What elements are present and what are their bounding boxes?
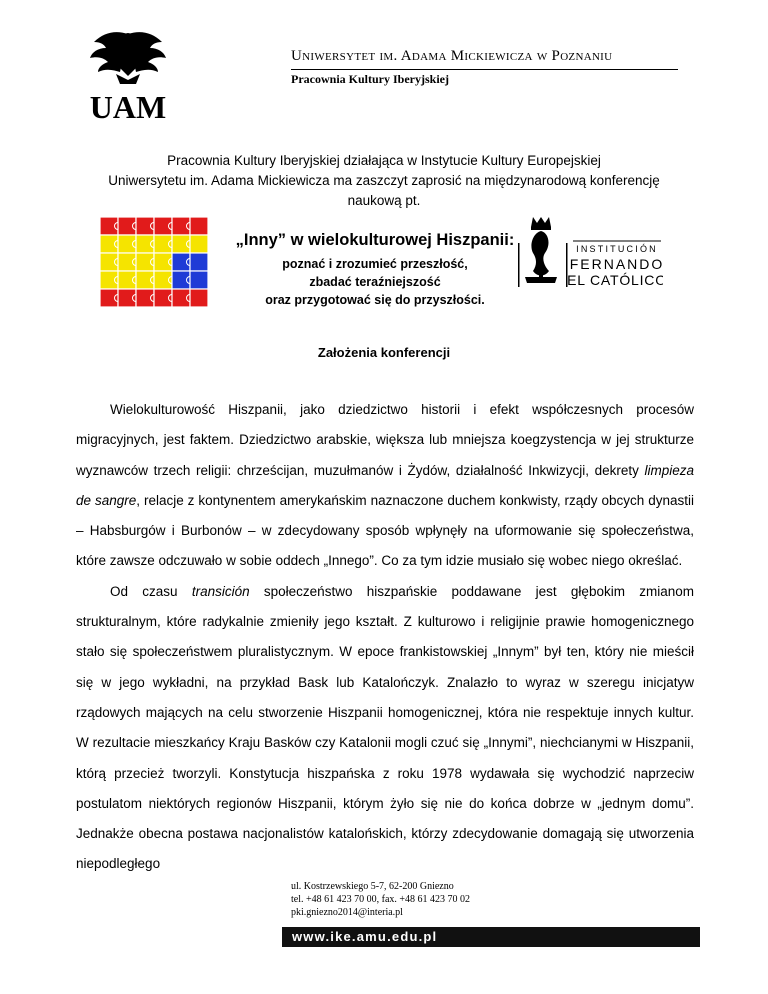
footer-email: pki.gniezno2014@interia.pl — [291, 907, 403, 918]
ifc-line-2: FERNANDO — [569, 256, 663, 272]
intro-line: naukową pt. — [347, 193, 421, 208]
paragraph-text: Od czasu — [110, 583, 192, 599]
header-rule — [291, 69, 678, 70]
paragraph-1 — [76, 395, 694, 577]
ifc-line-1: INSTITUCIÓN — [576, 244, 658, 254]
ifc-line-3: EL CATÓLICO — [567, 272, 663, 288]
uam-logo — [86, 28, 170, 122]
intro-line: Pracownia Kultury Iberyjskiej działająca w Instytucie Kultury Europejskiej — [167, 153, 601, 168]
paragraph-text: Wielokulturowość Hiszpanii, jako dziedzictwo historii i efekt współczesnych procesów migracyjnych, jest faktem. Dziedzictwo arabskie, większa lub mniejsza koegzystencja w jej strukturze wyznawców trzech religii: chrześcijan, muzułmanów i Żydów, działalność Inkwizycji, dekrety — [76, 402, 694, 478]
puzzle-piece — [190, 235, 208, 253]
paragraph-text: społeczeństwo hiszpańskie poddawane jest głębokim zmianom strukturalnym, które radykalnie zmieniły jego kształt. Z kulturowo i religijnie prawie homogenicznego stało się społeczeństwem pluralistycznym. W epoce frankistowskiej „Innym” był ten, który nie mieścił się w jego wykładni, na przykład Bask lub Katalończyk. Znalazło to wyraz w szeregu inicjatyw rządowych mających na celu stworzenie Hiszpanii homogenicznej, która nie respektuje innych kultur. W rezultacie mieszkańcy Kraju Basków czy Katalonii mogli czuć się „Innymi”, niechcianymi w Hiszpanii, którą przecież tworzyli. Konstytucja hiszpańska z roku 1978 wydawała się wychodzić naprzeciw postulatom niektórych regionów Hiszpanii, którym żyło się nie do końca dobrze w „jednym domu”. Jednakże obecna postawa nacjonalistów katalońskich, którzy zdecydowanie domagają się utworzenia niepodległego — [76, 583, 694, 872]
paragraph-text: , relacje z kontynentem amerykańskim naznaczone duchem konkwisty, rządy obcych dynastii – Habsburgów i Burbonów – w zdecydowany sposób wpłynęły na uformowanie się społeczeństwa, które zawsze odczuwało w sobie oddech „Innego”. Co za tym idzie musiało się wobec niego określać. — [76, 492, 695, 569]
website-link[interactable]: www.ike.amu.edu.pl — [282, 927, 700, 947]
section-heading: Założenia konferencji — [317, 345, 451, 360]
footer-address: ul. Kostrzewskiego 5-7, 62-200 Gniezno — [291, 881, 454, 892]
footer-phone: tel. +48 61 423 70 00, fax. +48 61 423 70 02 — [291, 894, 471, 905]
puzzle-piece — [190, 271, 208, 289]
puzzle-piece — [190, 217, 208, 235]
puzzle-flag-image — [100, 217, 208, 308]
invitation-intro — [40, 151, 728, 211]
intro-line: Uniwersytetu im. Adama Mickiewicza ma zaszczyt zaprosić na międzynarodową konferencję — [108, 173, 660, 188]
ifc-logo — [515, 215, 663, 291]
logo-text: UAM — [89, 89, 167, 122]
paragraph-2 — [76, 577, 694, 880]
conference-subtitle — [228, 255, 522, 309]
puzzle-piece — [190, 253, 208, 271]
unit-name: Pracownia Kultury Iberyjskiej — [291, 72, 449, 86]
italic-term: transición — [191, 583, 250, 599]
puzzle-piece — [190, 289, 208, 307]
crown-emblem-icon — [525, 217, 557, 283]
italic-term: limpieza de sangre — [76, 462, 694, 508]
subtitle-line: oraz przygotować się do przyszłości. — [265, 293, 485, 307]
subtitle-line: poznać i zrozumieć przeszłość, — [282, 257, 468, 271]
footer-contact — [291, 880, 470, 919]
university-name: Uniwersytet im. Adama Mickiewicza w Poznaniu — [291, 48, 613, 64]
body-text — [76, 395, 694, 880]
conference-title: „Inny” w wielokulturowej Hiszpanii: — [235, 231, 515, 249]
subtitle-line: zbadać teraźniejszość — [309, 275, 441, 289]
